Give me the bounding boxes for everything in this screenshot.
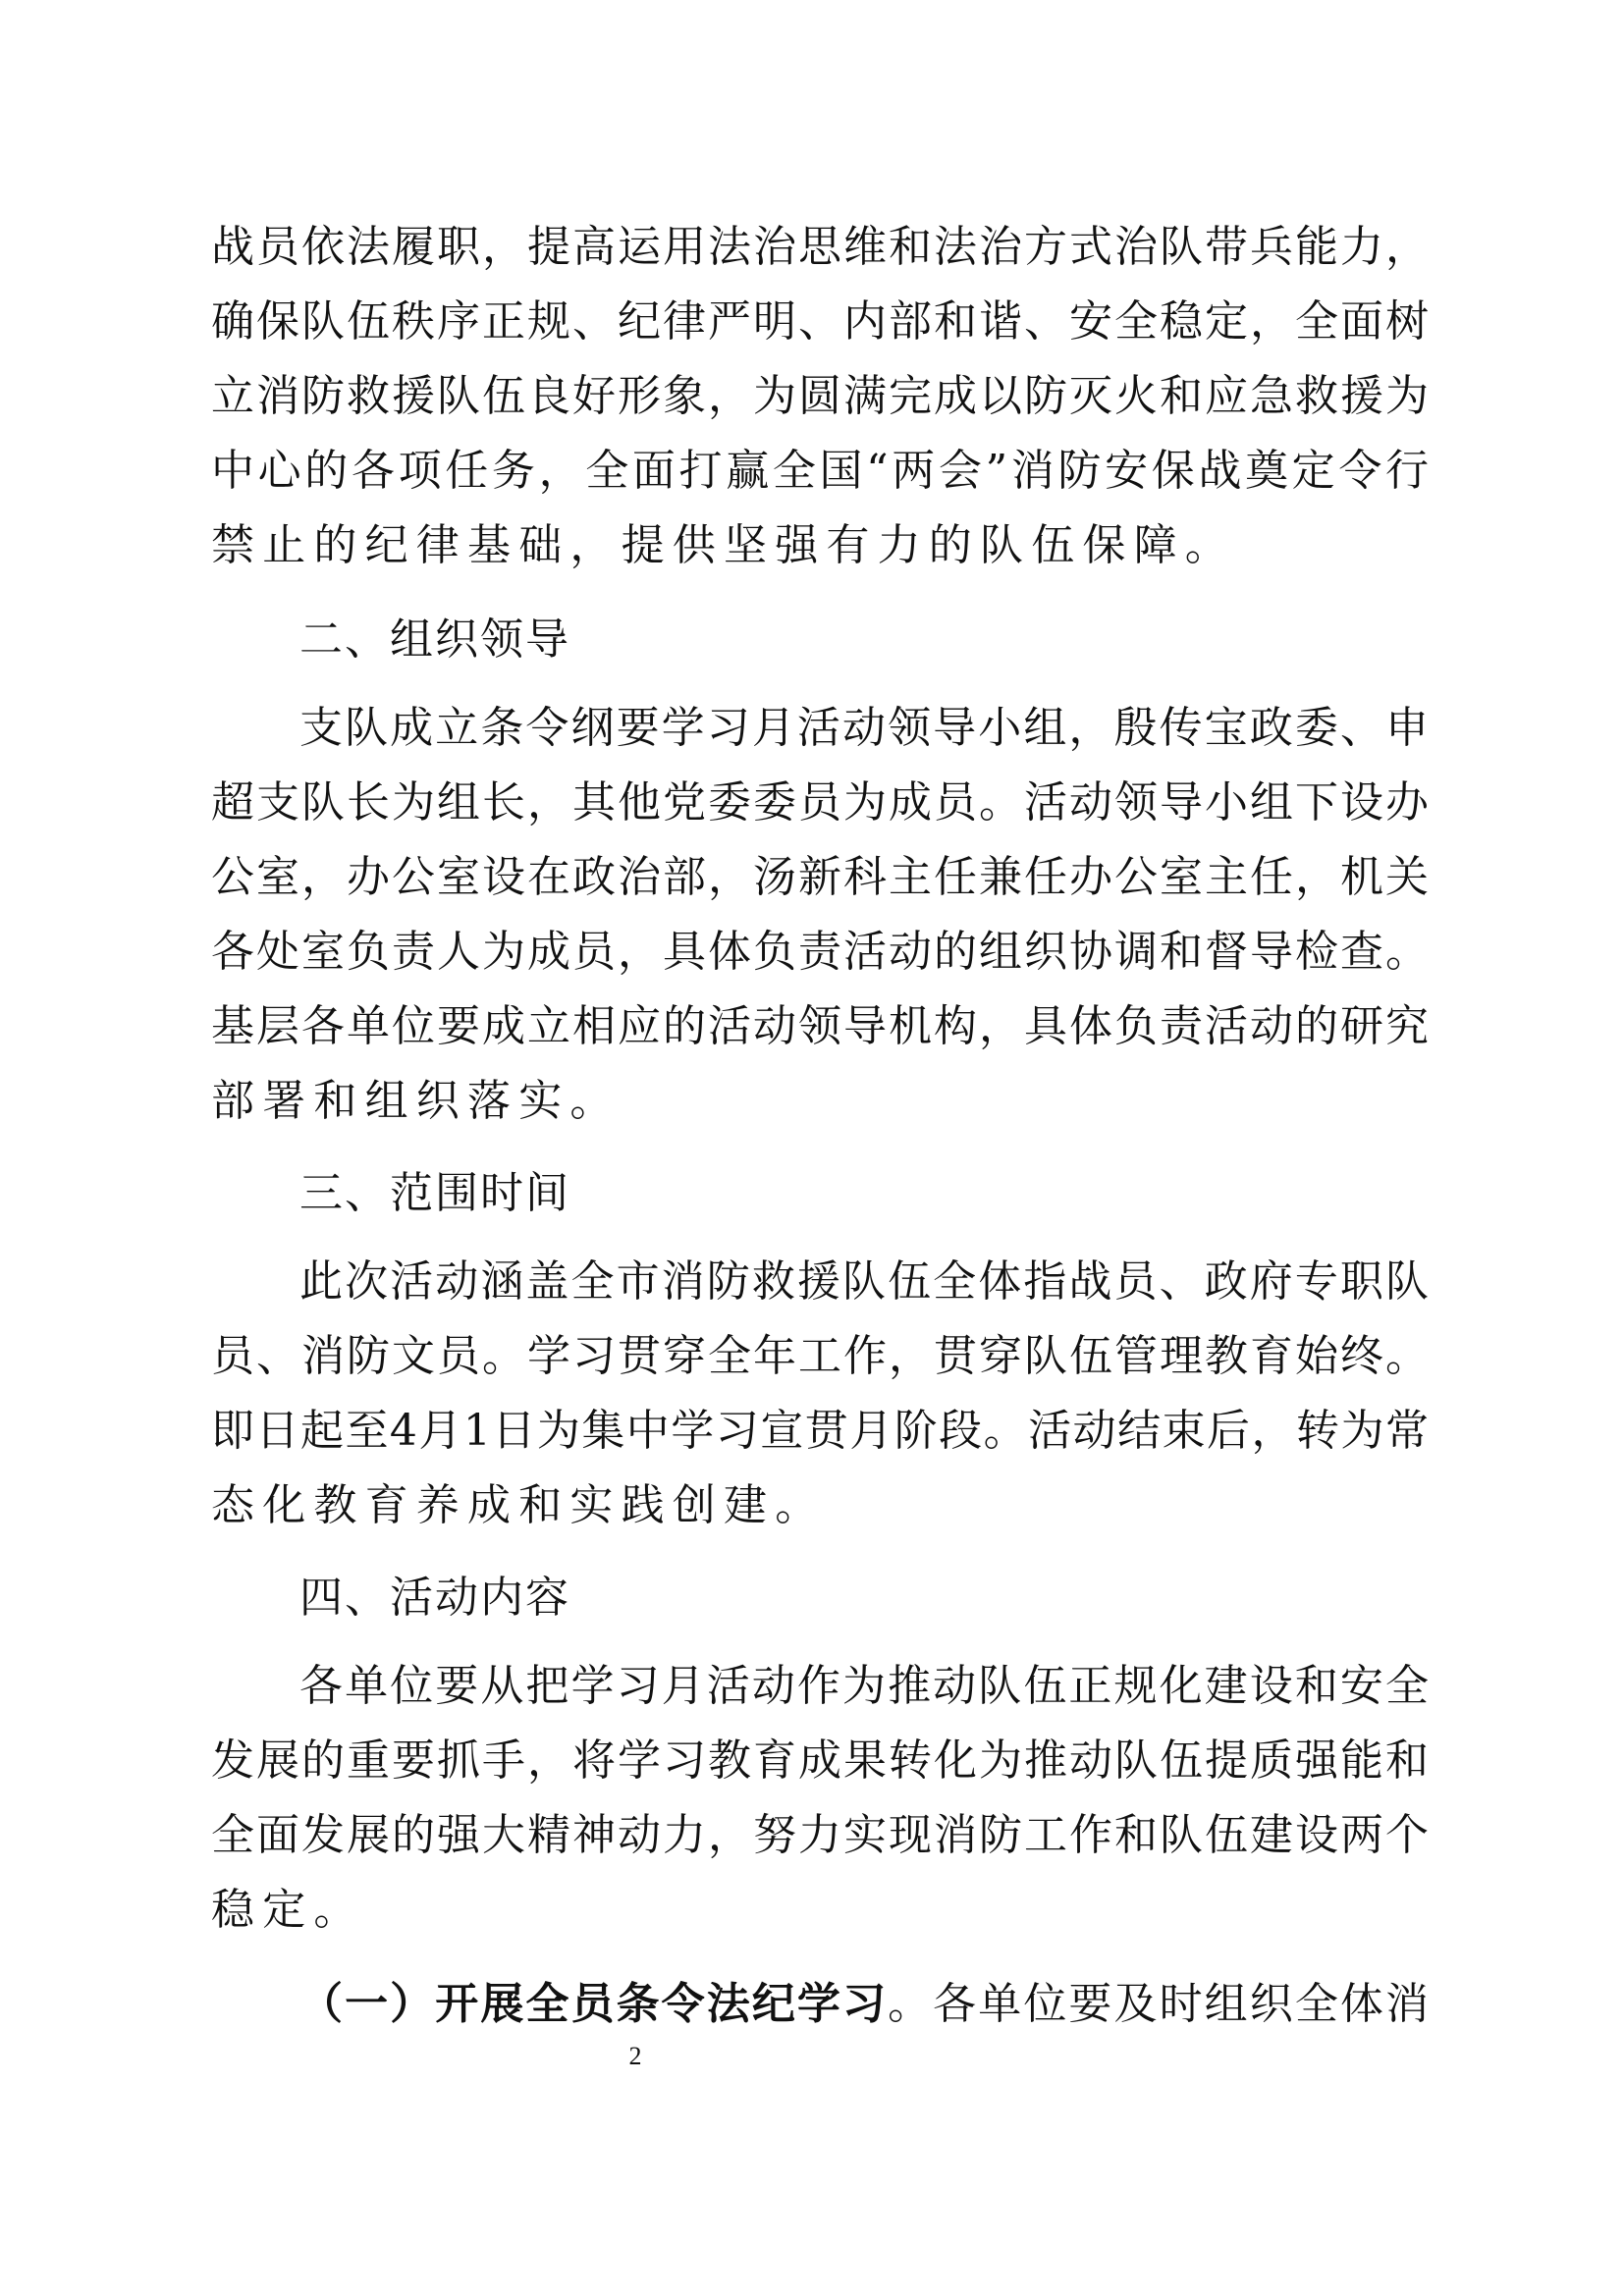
intro-line-4: 中心的各项任务，全面打赢全国“两会”消防安保战奠定令行 — [211, 446, 1429, 496]
intro-line-2: 确保队伍秩序正规、纪律严明、内部和谐、安全稳定，全面树 — [211, 296, 1429, 347]
activity-line-2: 发展的重要抓手，将学习教育成果转化为推动队伍提质强能和 — [211, 1735, 1429, 1786]
organization-line-6: 部署和组织落实。 — [211, 1076, 622, 1126]
activity-line-4: 稳定。 — [211, 1885, 365, 1935]
scope-line-4: 态化教育养成和实践创建。 — [211, 1480, 827, 1530]
scope-line-1: 此次活动涵盖全市消防救援队伍全体指战员、政府专职队 — [299, 1256, 1429, 1307]
subheading-lead: （一）开展全员条令法纪学习 — [299, 1979, 889, 2029]
section-heading-activity-content: 四、活动内容 — [299, 1573, 570, 1623]
activity-line-3: 全面发展的强大精神动力，努力实现消防工作和队伍建设两个 — [211, 1810, 1429, 1860]
organization-line-3: 公室，办公室设在政治部，汤新科主任兼任办公室主任，机关 — [211, 852, 1429, 902]
intro-line-3: 立消防救援队伍良好形象，为圆满完成以防灭火和应急救援为 — [211, 371, 1429, 421]
organization-line-5: 基层各单位要成立相应的活动领导机构，具体负责活动的研究 — [211, 1001, 1429, 1051]
activity-line-1: 各单位要从把学习月活动作为推动队伍正规化建设和安全 — [299, 1661, 1429, 1711]
intro-line-1: 战员依法履职，提高运用法治思维和法治方式治队带兵能力， — [211, 222, 1429, 272]
intro-line-5: 禁止的纪律基础，提供坚强有力的队伍保障。 — [211, 520, 1236, 570]
subheading-rest: 。各单位要及时组织全体消 — [888, 1979, 1430, 2029]
section-heading-organization: 二、组织领导 — [299, 614, 570, 665]
organization-line-2: 超支队长为组长，其他党委委员为成员。活动领导小组下设办 — [211, 777, 1429, 828]
page-number: 2 — [628, 2042, 642, 2070]
subheading-full-staff-study — [299, 1975, 1429, 2034]
scope-line-3: 即日起至4月1日为集中学习宣贯月阶段。活动结束后，转为常 — [211, 1406, 1429, 1456]
scope-line-2: 员、消防文员。学习贯穿全年工作，贯穿队伍管理教育始终。 — [211, 1331, 1429, 1381]
organization-line-1: 支队成立条令纲要学习月活动领导小组，殷传宝政委、申 — [299, 703, 1429, 753]
organization-line-4: 各处室负责人为成员，具体负责活动的组织协调和督导检查。 — [211, 927, 1429, 977]
section-heading-scope-time: 三、范围时间 — [299, 1168, 570, 1218]
